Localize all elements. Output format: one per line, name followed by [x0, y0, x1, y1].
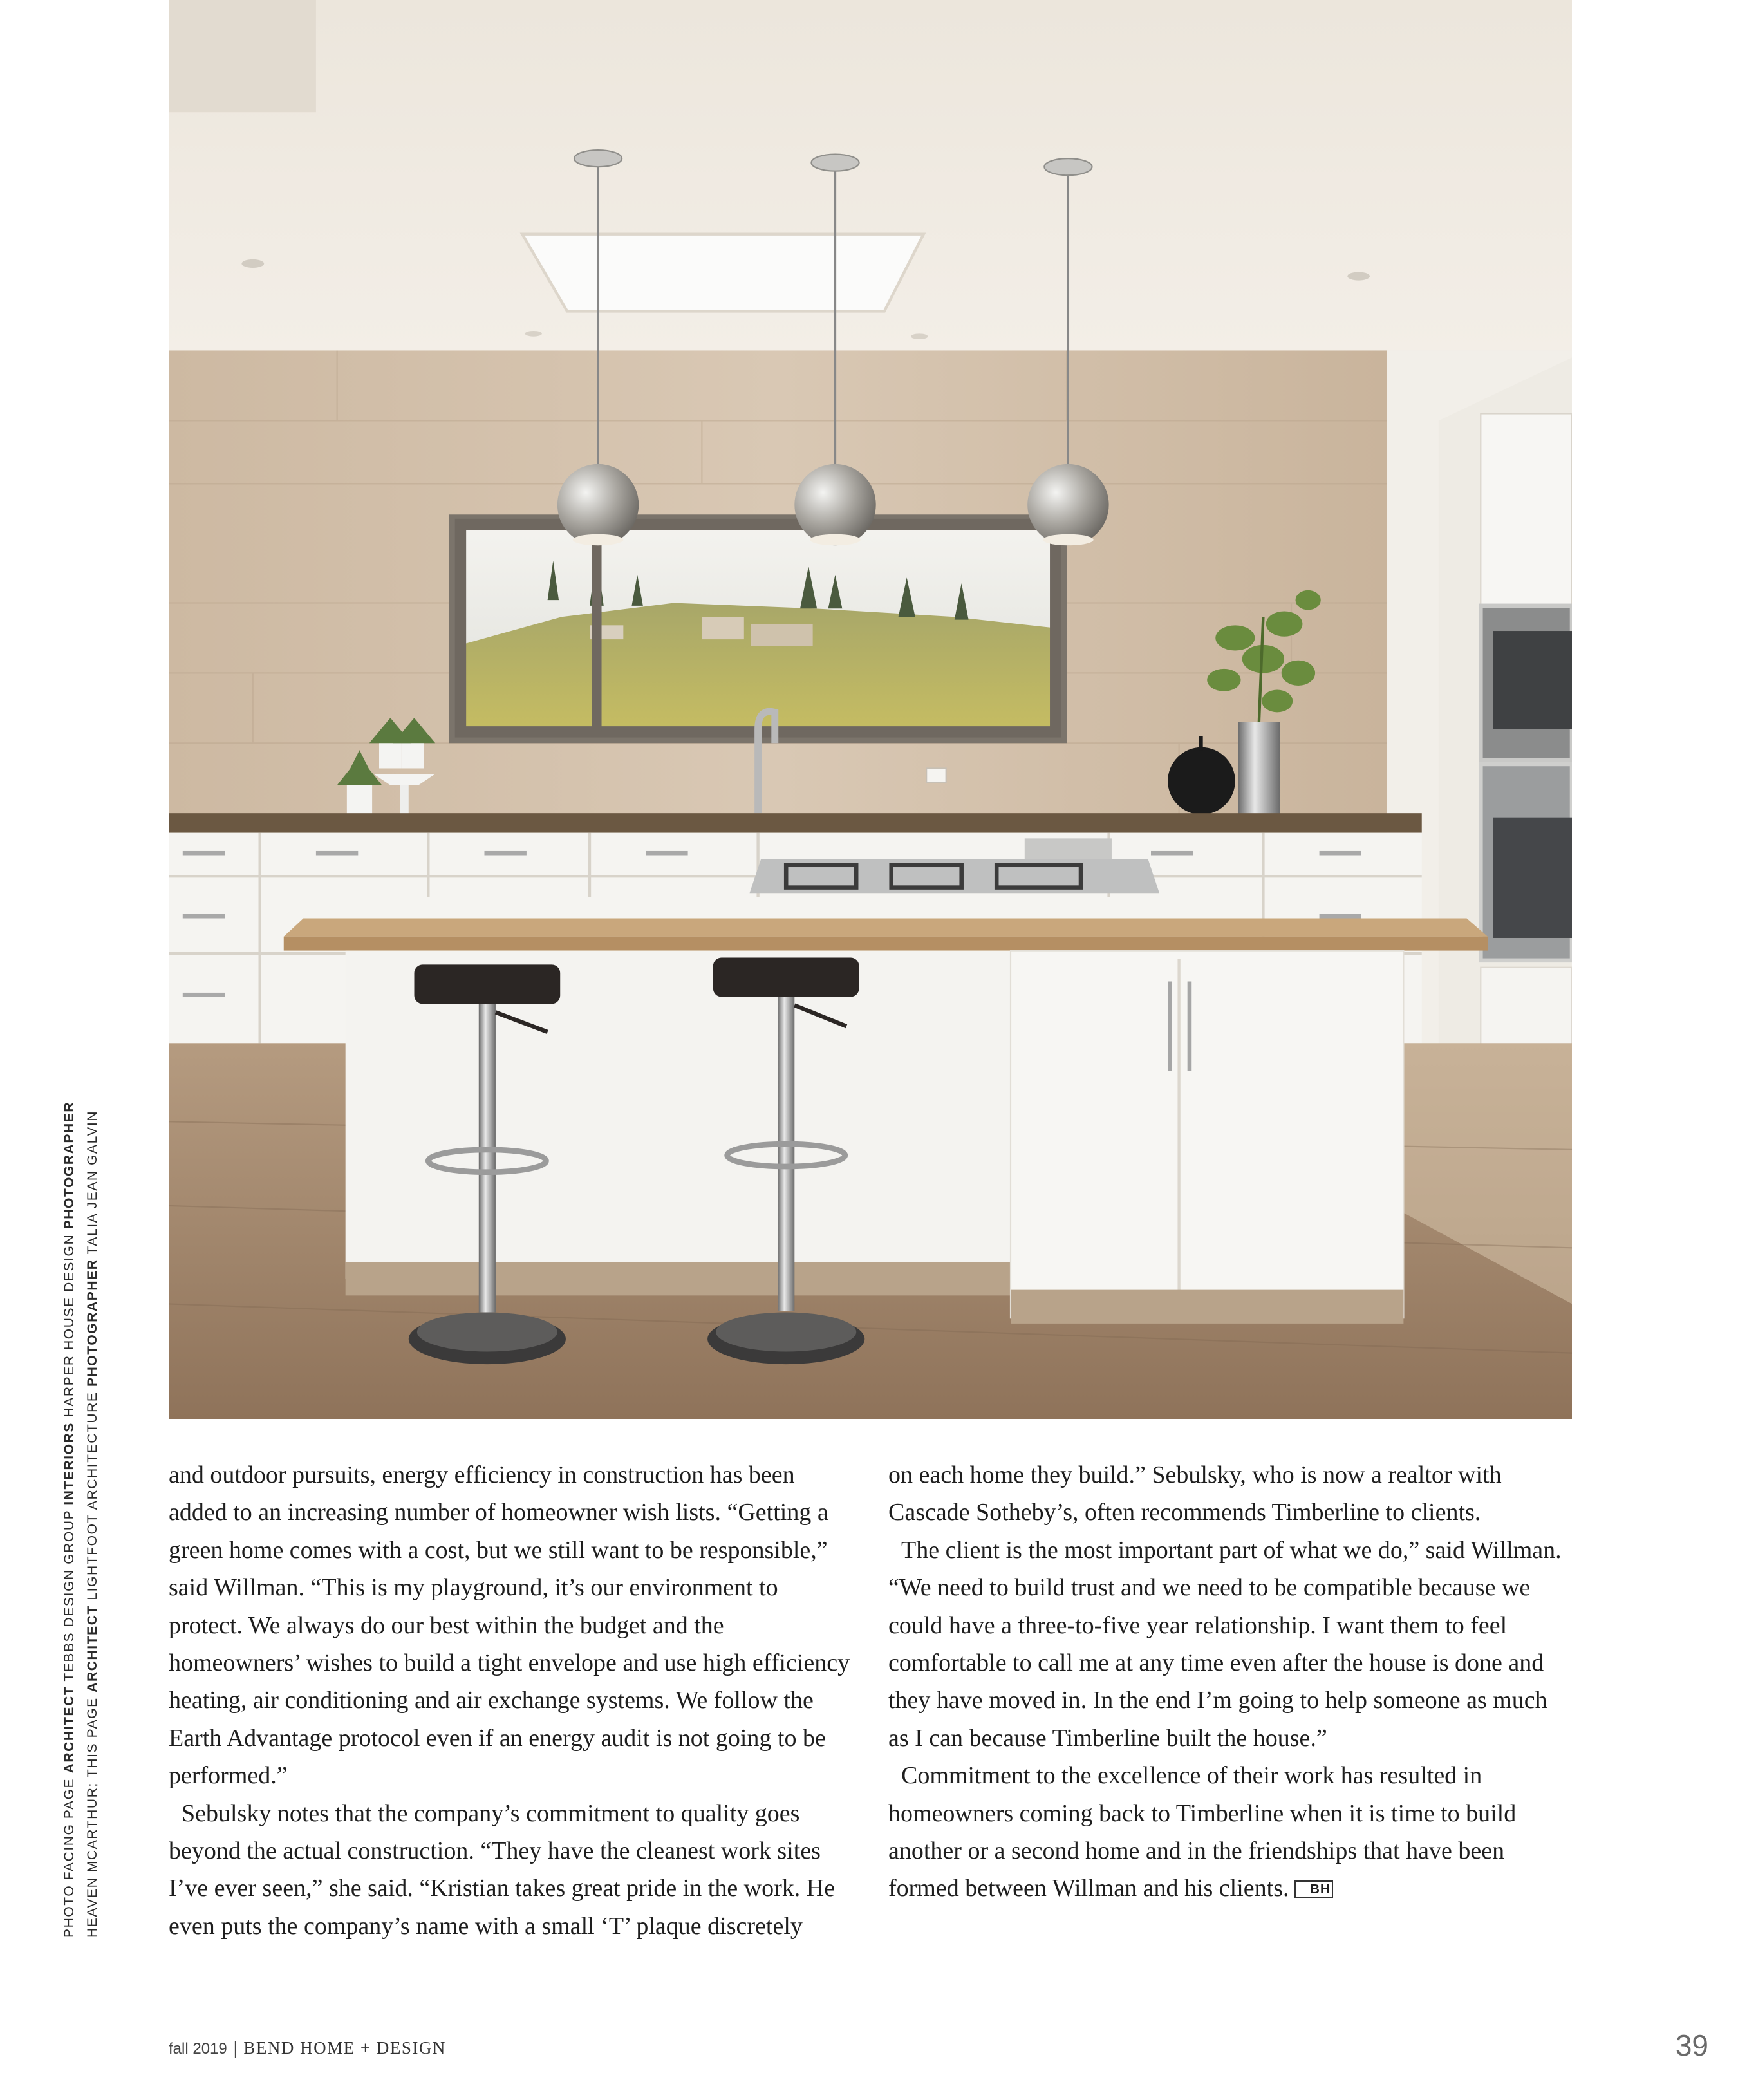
footer-season: fall 2019: [169, 2040, 227, 2058]
credit-run: ARCHITECT: [62, 1685, 77, 1774]
end-mark-icon: BH: [1294, 1880, 1334, 1898]
page-footer: [169, 2038, 446, 2059]
article-paragraph-final: [888, 1757, 1572, 1908]
credit-run: TALIA JEAN GALVIN: [85, 1110, 100, 1259]
article-paragraph: and outdoor pursuits, energy efficiency in construction has been added to an increasing number of homeowner wish lists. “Getting a green home comes with a cost, but we still want to be responsible,” said Willman. “This is my playground, it’s our environment to protect. We always do our best within the budget and the homeowners’ wishes to build a tight envelope and use high efficiency heating, air conditioning and air exchange systems. We follow the Earth Advantage protocol even if an energy audit is not going to be performed.”: [169, 1461, 850, 1790]
article-paragraph: The client is the most important part of what we do,” said Willman. “We need to build trust and we need to be compatible because we could have a three-to-five year relationship. I want them to feel comfortable to call me at any time even after the house is done and they have moved in. In the end I’m going to help someone as much as I can because Timberline built the house.”: [888, 1536, 1562, 1752]
article-column-right: [888, 1456, 1572, 1952]
photo-credit-line-1: [58, 1101, 81, 1938]
credit-run: PHOTOGRAPHER: [62, 1101, 77, 1230]
article-column-left: [169, 1456, 857, 1952]
credit-run: INTERIORS: [62, 1421, 77, 1505]
article-paragraph: Sebulsky notes that the company’s commitment to quality goes beyond the actual construction. “They have the cleanest work sites I’ve ever seen,” she said. “Kristian takes great pride in the work. He even puts the company’s name with a small ‘T’ plaque discretely: [169, 1799, 836, 1940]
article-paragraph-text: Commitment to the excellence of their work has resulted in homeowners coming back to Timberline when it is time to build another or a second home and in the friendships that have been formed between Willman and his clients.: [888, 1762, 1517, 1902]
credit-run: PHOTOGRAPHER: [85, 1259, 100, 1387]
kitchen-photo: [169, 0, 1572, 1419]
photo-credit-line-2: [81, 1110, 104, 1938]
footer-magazine-title: BEND HOME + DESIGN: [243, 2038, 446, 2058]
credit-run: TEBBS DESIGN GROUP: [62, 1505, 77, 1686]
credit-run: ARCHITECT: [85, 1605, 100, 1692]
page-number: 39: [1675, 2029, 1708, 2062]
credit-run: HEAVEN MCARTHUR; THIS PAGE: [85, 1692, 100, 1938]
credit-run: HARPER HOUSE DESIGN: [62, 1229, 77, 1422]
kitchen-photo-illustration: [169, 0, 1572, 1419]
photo-credit: [58, 1101, 116, 1938]
footer-separator: |: [233, 2038, 238, 2058]
article-paragraph: on each home they build.” Sebulsky, who is now a realtor with Cascade Sotheby’s, often recommends Timberline to clients.: [888, 1461, 1502, 1526]
credit-run: PHOTO FACING PAGE: [62, 1773, 77, 1938]
credit-run: LIGHTFOOT ARCHITECTURE: [85, 1387, 100, 1606]
